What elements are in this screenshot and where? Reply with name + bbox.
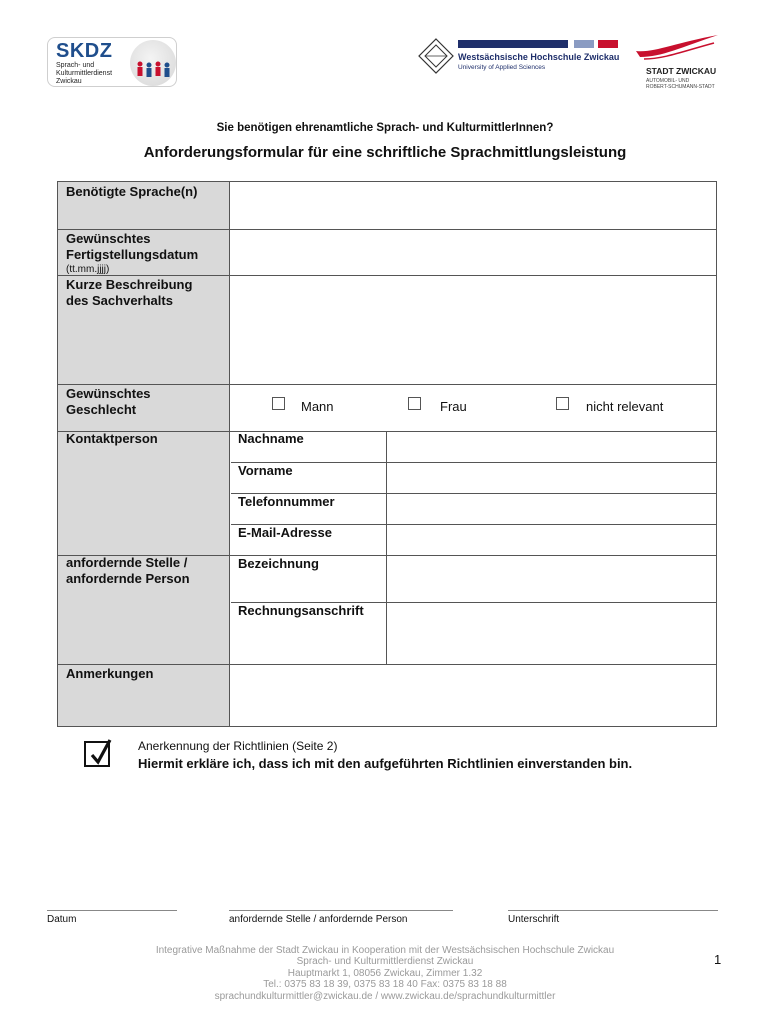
stelle-signature-line[interactable]	[229, 910, 453, 911]
skdz-logo	[47, 37, 177, 87]
skdz-line-2: Kulturmittlerdienst	[56, 70, 113, 77]
label-telefon: Telefonnummer	[238, 494, 335, 509]
zwickau-name: STADT ZWICKAU	[646, 66, 717, 76]
checkmark-icon	[89, 737, 113, 765]
label-beschreibung	[58, 275, 230, 384]
label-email: E-Mail-Adresse	[238, 525, 332, 540]
label-bezeichnung: Bezeichnung	[238, 556, 319, 571]
stelle-signature-label: anfordernde Stelle / anfordernde Person	[229, 914, 408, 925]
request-form	[57, 181, 717, 727]
label-rechnung: Rechnungsanschrift	[238, 603, 364, 618]
label-nachname: Nachname	[238, 431, 304, 446]
label-anmerkungen-text: Anmerkungen	[66, 666, 154, 681]
telefon-input[interactable]	[387, 494, 716, 524]
label-vorname: Vorname	[238, 463, 293, 478]
option-frau-label: Frau	[440, 399, 467, 414]
label-geschlecht-line-1: Gewünschtes	[66, 386, 151, 401]
datum-input[interactable]	[231, 230, 716, 275]
zwickau-logo	[634, 33, 720, 91]
label-stelle	[58, 555, 230, 664]
skdz-logo-abbr: SKDZ	[56, 40, 113, 62]
anmerkungen-input[interactable]	[231, 665, 716, 726]
datum-signature-line[interactable]	[47, 910, 177, 911]
children-figures-icon	[134, 60, 174, 82]
whz-subtitle: University of Applied Sciences	[458, 64, 546, 71]
datum-signature-label: Datum	[47, 914, 77, 925]
rechnung-input[interactable]	[387, 603, 716, 664]
label-sprache	[58, 182, 230, 229]
form-title: Anforderungsformular für eine schriftliche Sprachmittlungsleistung	[143, 144, 627, 161]
footer-line-5: sprachundkulturmittler@zwickau.de / www.zwickau.de/sprachundkulturmittler	[214, 990, 556, 1002]
label-datum-line-2: Fertigstellungsdatum	[66, 247, 199, 262]
zwickau-sub-2: ROBERT-SCHUMANN-STADT	[646, 84, 715, 90]
footer	[0, 945, 770, 1002]
label-sprache-text: Benötigte Sprache(n)	[66, 184, 198, 199]
skdz-line-1: Sprach- und	[56, 62, 95, 69]
label-kontakt	[58, 431, 230, 555]
skdz-line-3: Zwickau	[56, 78, 82, 85]
agreement-statement: Hiermit erkläre ich, dass ich mit den aufgeführten Richtlinien einverstanden bin.	[138, 756, 633, 771]
agreement-title: Anerkennung der Richtlinien (Seite 2)	[138, 739, 338, 753]
footer-line-1: Integrative Maßnahme der Stadt Zwickau in Kooperation mit der Westsächsischen Hochschule Zwickau	[155, 945, 615, 956]
label-beschreibung-line-2: des Sachverhalts	[66, 293, 173, 308]
checkbox-nicht-relevant[interactable]	[556, 397, 569, 410]
bezeichnung-input[interactable]	[387, 556, 716, 602]
beschreibung-input[interactable]	[231, 276, 716, 384]
label-stelle-line-1: anfordernde Stelle /	[66, 555, 188, 570]
sprache-input[interactable]	[231, 182, 716, 229]
option-mann-label: Mann	[301, 399, 334, 414]
label-datum-hint: (tt.mm.jjjj)	[66, 264, 110, 275]
label-geschlecht	[58, 384, 230, 431]
vorname-input[interactable]	[387, 463, 716, 493]
skdz-logo-text	[56, 62, 126, 86]
label-beschreibung-line-1: Kurze Beschreibung	[66, 277, 193, 292]
unterschrift-signature-label: Unterschrift	[508, 914, 560, 925]
email-input[interactable]	[387, 525, 716, 555]
unterschrift-signature-line[interactable]	[508, 910, 718, 911]
label-datum-line-1: Gewünschtes	[66, 231, 151, 246]
whz-logo	[418, 38, 618, 74]
zwickau-sub-1: AUTOMOBIL- UND	[646, 78, 690, 84]
label-anmerkungen	[58, 664, 230, 726]
zwickau-swoosh-icon	[634, 33, 720, 61]
label-kontakt-text: Kontaktperson	[66, 431, 158, 446]
footer-line-3: Hauptmarkt 1, 08056 Zwickau, Zimmer 1.32	[287, 967, 483, 979]
label-stelle-line-2: anfordernde Person	[66, 571, 190, 586]
footer-line-2: Sprach- und Kulturmittlerdienst Zwickau	[296, 956, 474, 968]
whz-mark-icon	[418, 38, 454, 74]
intro-question: Sie benötigen ehrenamtliche Sprach- und KulturmittlerInnen?	[216, 122, 554, 134]
page-number: 1	[714, 952, 722, 967]
zwickau-subtitle	[646, 78, 715, 90]
label-datum	[58, 229, 230, 275]
nachname-input[interactable]	[387, 432, 716, 462]
option-nicht-relevant-label: nicht relevant	[586, 399, 664, 414]
whz-color-bar	[458, 40, 618, 48]
footer-line-4: Tel.: 0375 83 18 39, 0375 83 18 40 Fax: 0375 83 18 88	[263, 979, 507, 991]
agreement-checkbox[interactable]	[84, 741, 110, 767]
checkbox-frau[interactable]	[408, 397, 421, 410]
label-geschlecht-line-2: Geschlecht	[66, 402, 137, 417]
whz-name: Westsächsische Hochschule Zwickau	[458, 52, 620, 62]
checkbox-mann[interactable]	[272, 397, 285, 410]
